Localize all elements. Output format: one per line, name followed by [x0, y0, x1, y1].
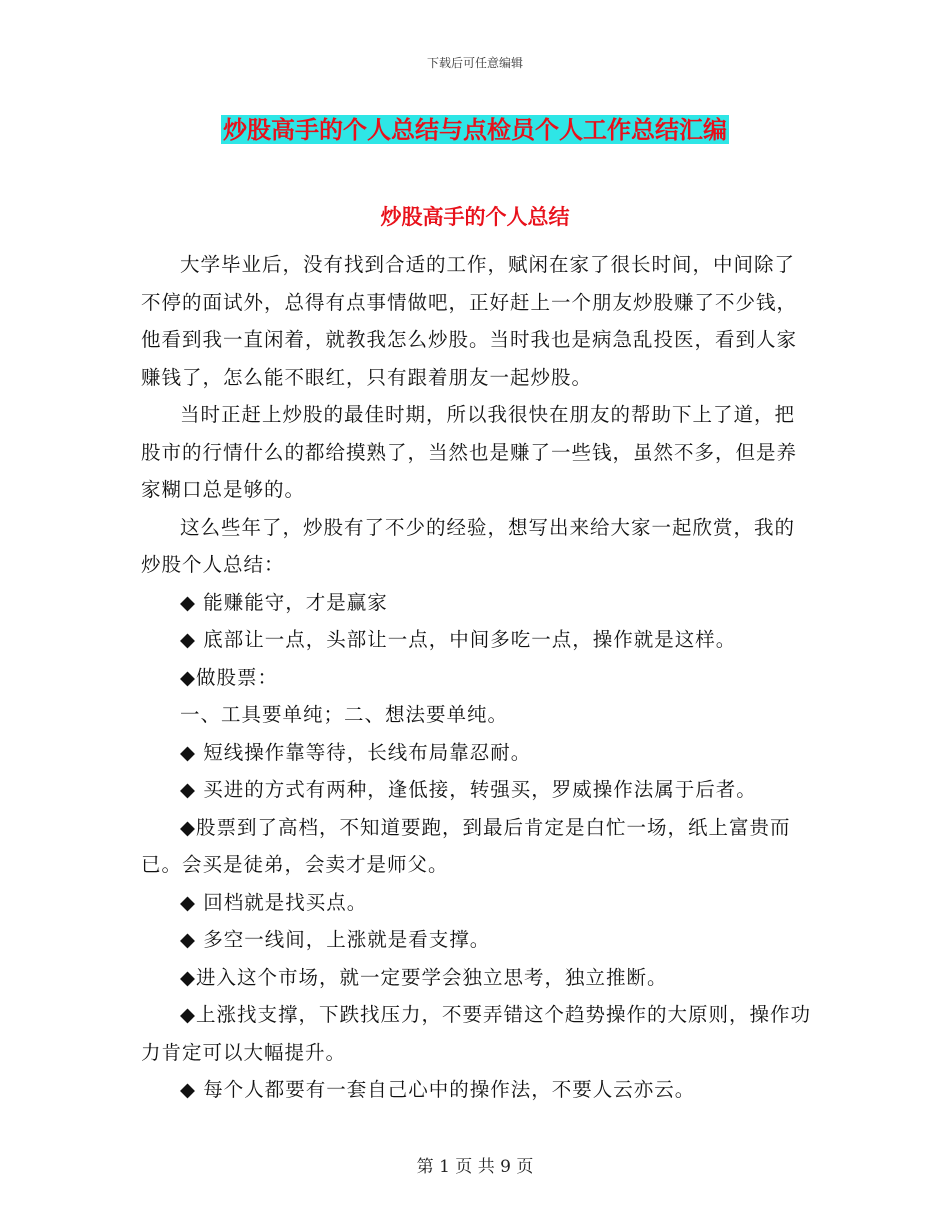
list-item: ◆ 短线操作靠等待，长线布局靠忍耐。	[180, 740, 532, 764]
paragraph: 这么些年了，炒股有了不少的经验，想写出来给大家一起欣赏，我的炒股个人总结：	[141, 515, 796, 576]
list-item: ◆ 买进的方式有两种，逢低接，转强买，罗威操作法属于后者。	[180, 778, 757, 801]
list-item: ◆ 多空一线间，上涨就是看支撑。	[180, 928, 491, 951]
header-note: 下载后可任意编辑	[426, 56, 523, 70]
list-item: ◆做股票：	[180, 665, 278, 689]
list-item: ◆进入这个市场，就一定要学会独立思考，独立推断。	[180, 965, 668, 989]
list-item: ◆ 能赚能守，才是赢家	[180, 590, 388, 614]
list-item: ◆股票到了高档，不知道要跑，到最后肯定是白忙一场，纸上富贵而已。会买是徒弟，会卖才是师父。	[141, 815, 791, 876]
list-item: 一、工具要单纯；二、想法要单纯。	[180, 703, 509, 726]
list-item: ◆ 回档就是找买点。	[180, 890, 368, 914]
paragraph: 大学毕业后，没有找到合适的工作，赋闲在家了很长时间，中间除了不停的面试外，总得有点事情做吧，正好赶上一个朋友炒股赚了不少钱，他看到我一直闲着，就教我怎么炒股。当时我也是病急乱投医，看到人家赚钱了，怎么能不眼红，只有跟着朋友一起炒股。	[141, 253, 798, 389]
paragraph: 当时正赶上炒股的最佳时期，所以我很快在朋友的帮助下上了道，把股市的行情什么的都给摸熟了，当然也是赚了一些钱，虽然不多，但是养家糊口总是够的。	[141, 403, 798, 501]
document-title	[0, 112, 950, 148]
document-body	[141, 246, 811, 1109]
list-item: ◆上涨找支撑，下跌找压力，不要弄错这个趋势操作的大原则，操作功力肯定可以大幅提升。	[141, 1003, 811, 1064]
section-title: 炒股高手的个人总结	[380, 204, 570, 229]
list-item: ◆ 底部让一点，头部让一点，中间多吃一点，操作就是这样。	[180, 628, 737, 651]
list-item: ◆ 每个人都要有一套自己心中的操作法，不要人云亦云。	[180, 1078, 696, 1101]
page-footer: 第 1 页 共 9 页	[416, 1157, 534, 1177]
document-title-text: 炒股高手的个人总结与点检员个人工作总结汇编	[223, 115, 727, 144]
